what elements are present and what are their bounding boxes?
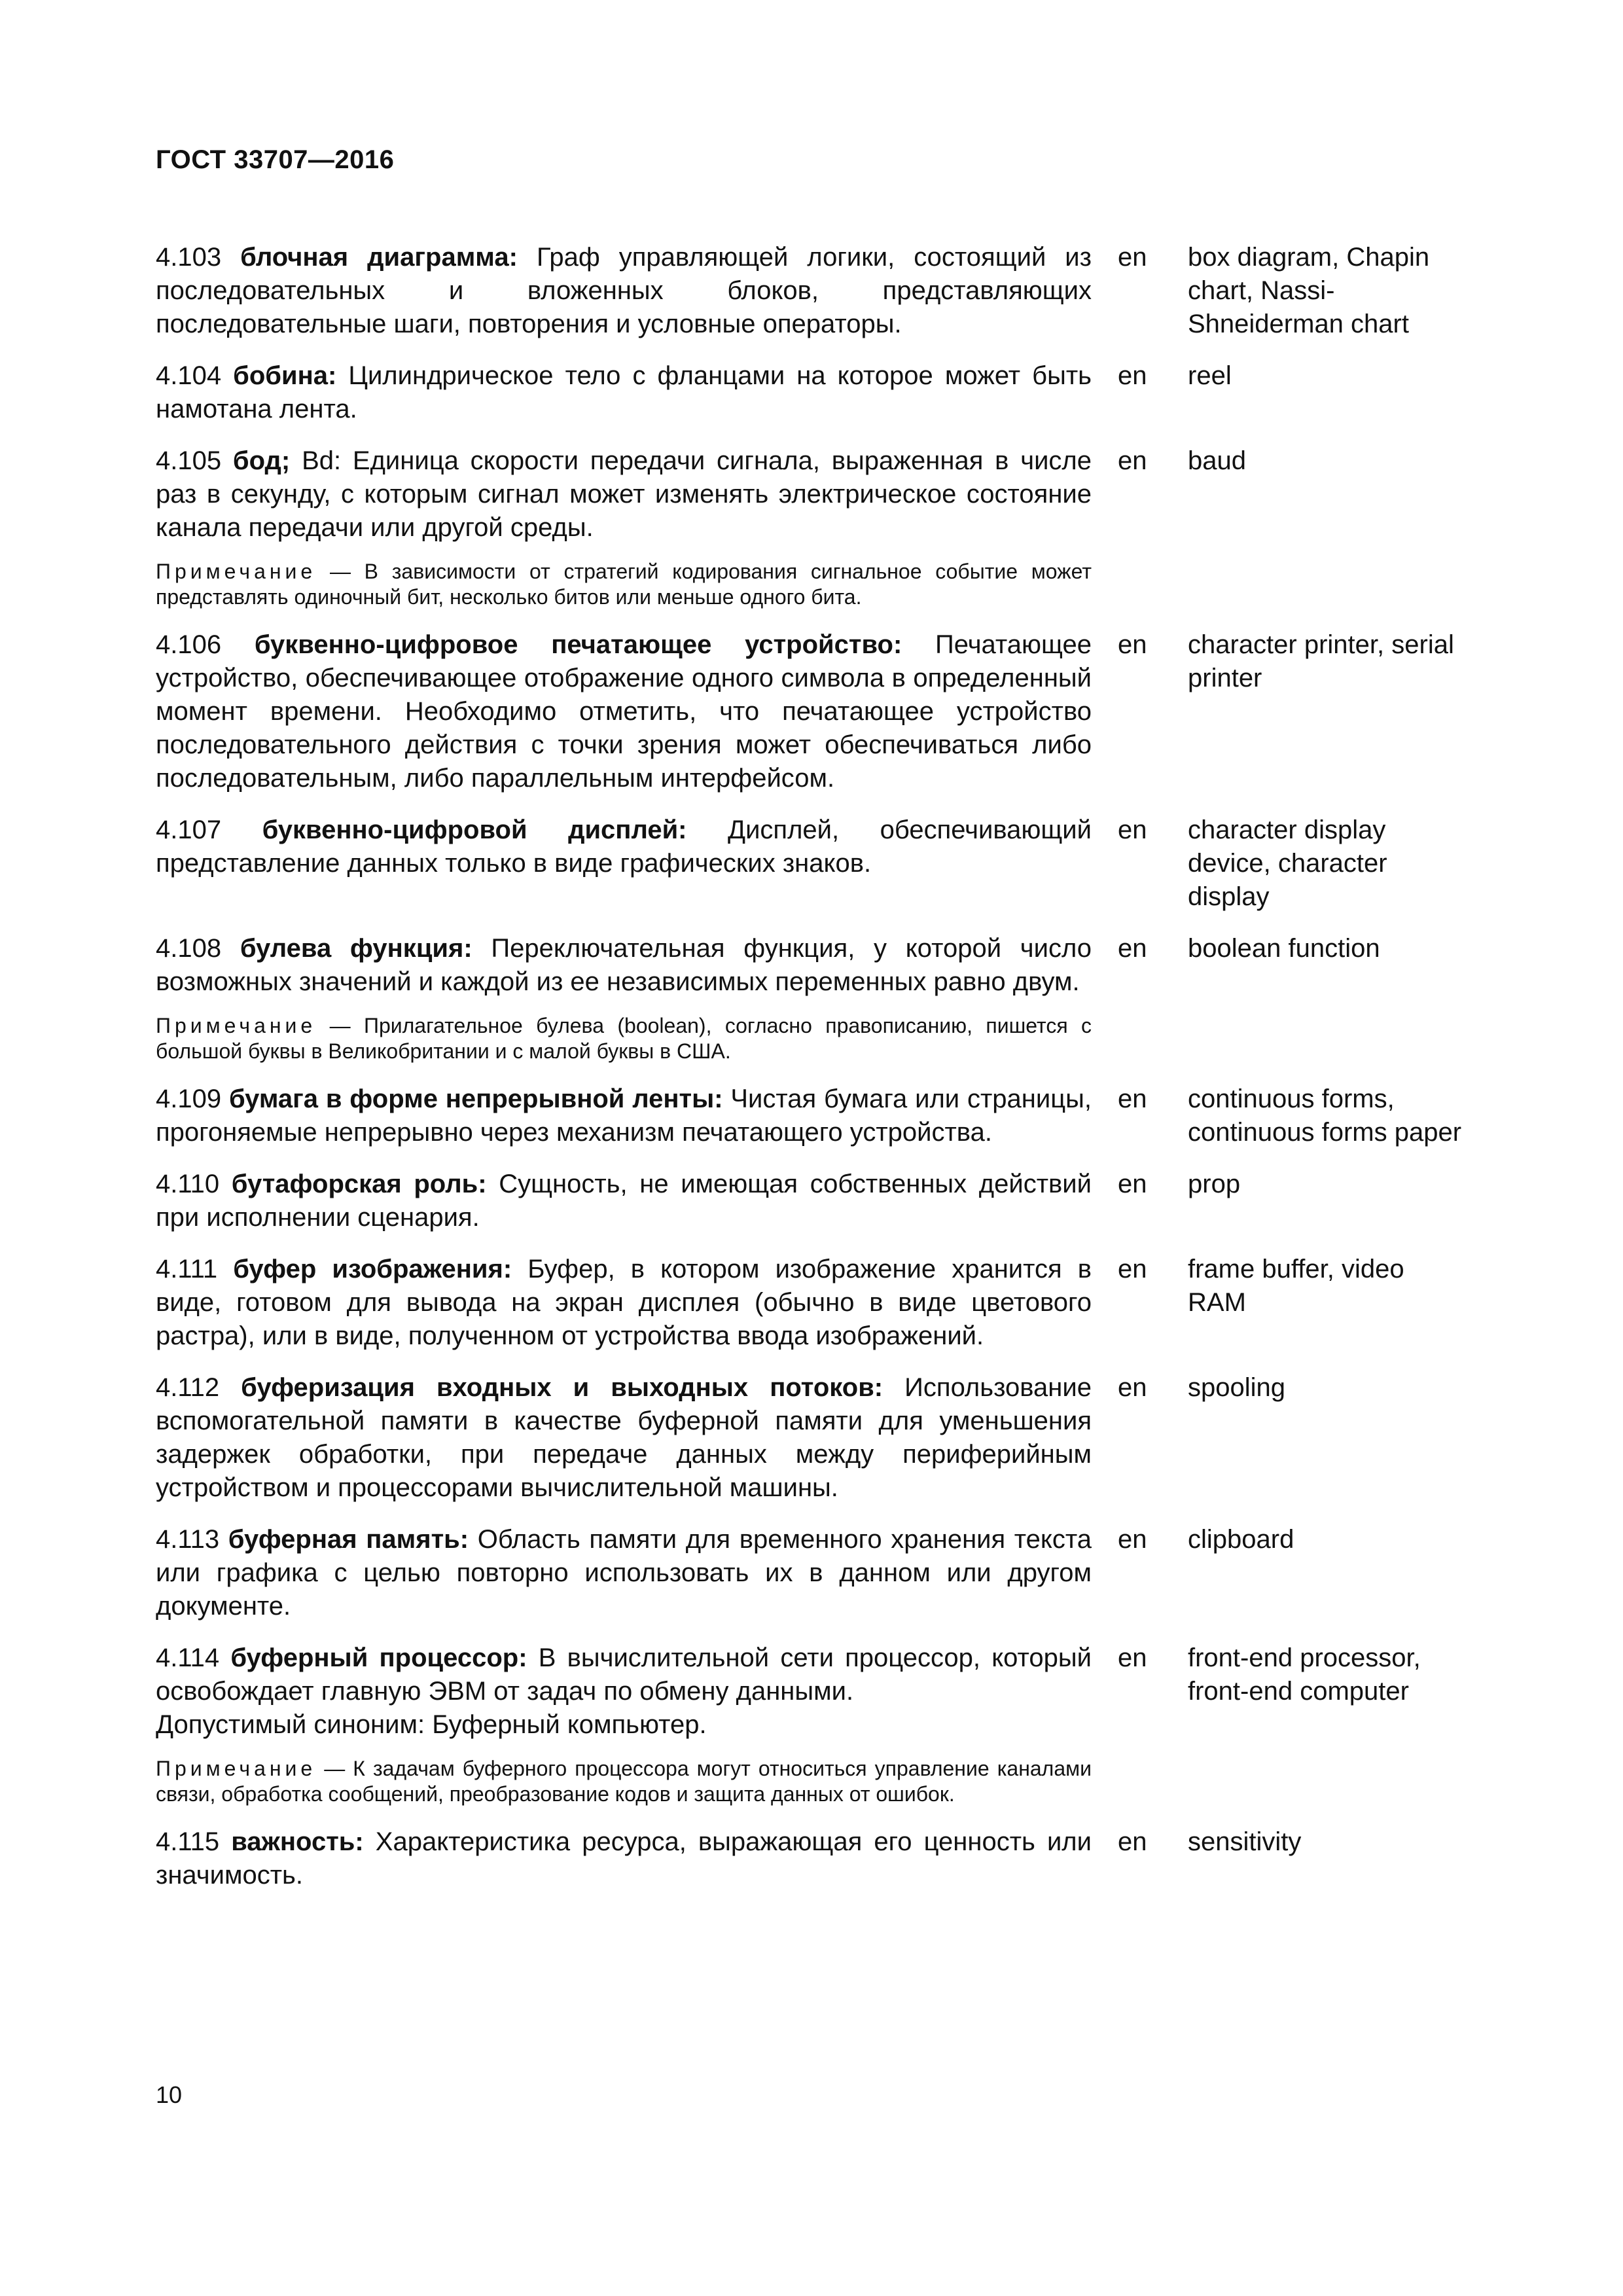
english-equivalent: character printer, serial printer [1188,630,1454,692]
definition-column [156,1253,1092,1353]
page-number: 10 [156,2081,183,2108]
term-number: 4.115 [156,1827,220,1856]
definition-text [156,1253,1092,1353]
definition-text [156,1523,1092,1623]
term-entry [156,1253,1474,1353]
definition-column [156,1083,1092,1149]
english-equivalent: prop [1188,1170,1241,1198]
definition-column [156,359,1092,426]
definition-text [156,444,1092,545]
term-entry [156,1641,1474,1807]
definition-text [156,1641,1092,1742]
english-equivalent: spooling [1188,1373,1286,1402]
definition-text [156,932,1092,999]
term-entry [156,241,1474,341]
language-code: en [1118,1373,1147,1402]
language-code: en [1118,1255,1147,1283]
language-code: en [1118,630,1147,659]
term-name: буферная память: [228,1525,469,1554]
definition-text [156,1825,1092,1892]
definition-column [156,1641,1092,1807]
definition-text [156,359,1092,426]
english-equivalent: clipboard [1188,1525,1294,1554]
term-name: буфер изображения: [233,1255,512,1283]
term-definition: Сущность, не имеющая собственных действий при исполнении сценария. [156,1170,1092,1232]
definition-column [156,1825,1092,1892]
language-code: en [1118,816,1147,844]
definition-column [156,444,1092,610]
page-header: ГОСТ 33707—2016 [156,145,395,174]
language-code: en [1118,446,1147,475]
language-code: en [1118,934,1147,963]
term-note [156,559,1092,610]
language-code: en [1118,1085,1147,1113]
term-definition: Цилиндрическое тело с фланцами на которое может быть намотана лента. [156,361,1092,423]
term-entry [156,932,1474,1064]
english-equivalent: frame buffer, video RAM [1188,1255,1404,1317]
definition-text [156,1371,1092,1505]
term-definition: Область памяти для временного хранения текста или графика с целью повторно использовать их в данном или другом документе. [156,1525,1092,1621]
term-entry [156,444,1474,610]
english-equivalent: reel [1188,361,1232,390]
term-number: 4.113 [156,1525,220,1554]
term-synonym: Допустимый синоним: Буферный компьютер. [156,1710,707,1739]
term-entry [156,1371,1474,1505]
english-equivalent: box diagram, Chapin chart, Nassi-Shneiderman chart [1188,243,1430,338]
language-code: en [1118,1827,1147,1856]
english-equivalent: baud [1188,446,1246,475]
language-code: en [1118,1170,1147,1198]
term-number: 4.108 [156,934,222,963]
definition-column [156,241,1092,341]
term-definition: Bd: Единица скорости передачи сигнала, выраженная в числе раз в секунду, с которым сигнал может изменять электрическое состояние канала передачи или другой среды. [156,446,1092,542]
english-equivalent: character display device, character display [1188,816,1387,911]
term-definition: Переключательная функция, у которой число возможных значений и каждой из ее независимых переменных равно двум. [156,934,1092,996]
note-label: Примечание [156,560,317,583]
definition-text [156,241,1092,341]
term-definition: В вычислительной сети процессор, который освобождает главную ЭВМ от задач по обмену данными. [156,1643,1092,1706]
term-definition: Использование вспомогательной памяти в качестве буферной памяти для уменьшения задержек обработки, при передаче данных между периферийным устройством и процессорами вычислительной машины. [156,1373,1092,1502]
english-equivalent: continuous forms, continuous forms paper [1188,1085,1462,1147]
definition-column [156,1168,1092,1234]
note-text: — В зависимости от стратегий кодирования сигнальное событие может представлять одиночный бит, несколько битов или меньше одного бита. [156,560,1092,609]
term-definition: Характеристика ресурса, выражающая его ценность или значимость. [156,1827,1092,1890]
definition-column [156,1523,1092,1623]
definition-text [156,814,1092,880]
term-number: 4.105 [156,446,222,475]
definition-text [156,628,1092,795]
term-name: бод; [232,446,291,475]
english-equivalent: boolean function [1188,934,1380,963]
english-equivalent: front-end processor, front-end computer [1188,1643,1421,1706]
term-number: 4.103 [156,243,222,272]
term-number: 4.104 [156,361,222,390]
term-definition: Граф управляющей логики, состоящий из последовательных и вложенных блоков, представляющих последовательные шаги, повторения и условные операторы. [156,243,1092,338]
term-entry [156,359,1474,426]
note-label: Примечание [156,1014,317,1037]
english-equivalent: sensitivity [1188,1827,1302,1856]
term-entry [156,1168,1474,1234]
term-definition: Чистая бумага или страницы, прогоняемые непрерывно через механизм печатающего устройства. [156,1085,1092,1147]
definition-text [156,1083,1092,1149]
term-name: бутафорская роль: [231,1170,487,1198]
term-name: буквенно-цифровое печатающее устройство: [254,630,902,659]
term-number: 4.106 [156,630,222,659]
definition-text [156,1168,1092,1234]
term-number: 4.109 [156,1085,222,1113]
definition-column [156,932,1092,1064]
term-note [156,1756,1092,1807]
term-entry [156,814,1474,914]
term-note [156,1013,1092,1064]
term-entry [156,1825,1474,1892]
note-text: — Прилагательное булева (boolean), согласно правописанию, пишется с большой буквы в Великобритании и с малой буквы в США. [156,1014,1092,1063]
term-entry [156,1083,1474,1149]
term-entry [156,628,1474,795]
term-name: буквенно-цифровой дисплей: [262,816,687,844]
term-name: блочная диаграмма: [240,243,518,272]
terms-list [156,241,1474,1910]
language-code: en [1118,1643,1147,1672]
language-code: en [1118,243,1147,272]
term-definition: Дисплей, обеспечивающий представление данных только в виде графических знаков. [156,816,1092,878]
term-number: 4.111 [156,1255,218,1283]
term-number: 4.112 [156,1373,220,1402]
term-definition: Буфер, в котором изображение хранится в виде, готовом для вывода на экран дисплея (обычно в виде цветового растра), или в виде, полученном от устройства ввода изображений. [156,1255,1092,1350]
term-entry [156,1523,1474,1623]
term-number: 4.110 [156,1170,220,1198]
note-text: — К задачам буферного процессора могут относиться управление каналами связи, обработка сообщений, преобразование кодов и защита данных от ошибок. [156,1757,1092,1806]
term-name: булева функция: [240,934,473,963]
language-code: en [1118,361,1147,390]
definition-column [156,814,1092,880]
term-name: бумага в форме непрерывной ленты: [228,1085,723,1113]
term-name: буферизация входных и выходных потоков: [241,1373,883,1402]
language-code: en [1118,1525,1147,1554]
term-number: 4.114 [156,1643,220,1672]
term-name: важность: [231,1827,364,1856]
definition-column [156,628,1092,795]
definition-column [156,1371,1092,1505]
term-name: бобина: [233,361,337,390]
term-name: буферный процессор: [230,1643,527,1672]
term-definition: Печатающее устройство, обеспечивающее отображение одного символа в определенный момент времени. Необходимо отметить, что печатающее устройство последовательного действия с точки зрения может обеспечиваться либо последовательным, либо параллельным интерфейсом. [156,630,1092,793]
note-label: Примечание [156,1757,317,1780]
term-number: 4.107 [156,816,222,844]
